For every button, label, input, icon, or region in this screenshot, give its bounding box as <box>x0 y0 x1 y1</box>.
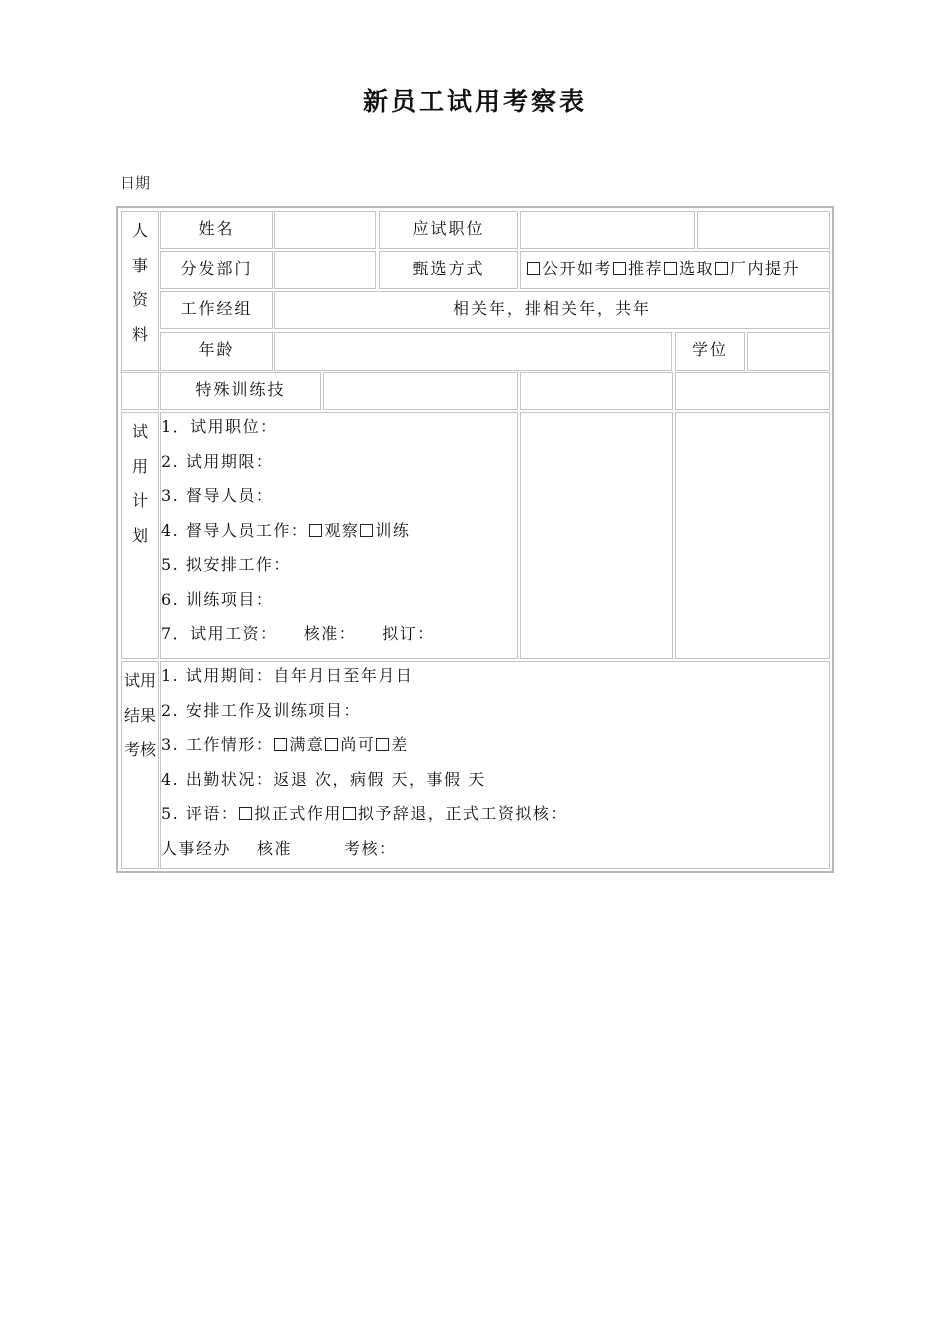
option-label: 满意 <box>289 735 325 754</box>
trial-plan-items <box>160 412 518 659</box>
checkbox[interactable] <box>613 262 626 275</box>
section-char: 料 <box>131 324 148 344</box>
work-experience-label: 工作经组 <box>160 291 273 329</box>
special-training-field[interactable] <box>675 372 830 410</box>
name-label: 姓名 <box>160 211 273 249</box>
trial-plan-item: 5. 拟安排工作： <box>161 555 291 574</box>
section-char: 划 <box>131 525 148 545</box>
checkbox[interactable] <box>274 738 287 751</box>
option-label: 推荐 <box>628 259 664 278</box>
trial-plan-item: 1．试用职位： <box>161 417 278 436</box>
checkbox[interactable] <box>309 524 322 537</box>
special-training-label: 特殊训练技 <box>160 372 321 410</box>
option-label: 差 <box>391 735 409 754</box>
trial-plan-item-salary: 7．试用工资： 核准： 拟订： <box>161 624 435 643</box>
checkbox[interactable] <box>325 738 338 751</box>
option-label: 拟正式作用 <box>254 804 342 823</box>
selection-method-label: 甄选方式 <box>379 251 518 289</box>
age-field[interactable] <box>274 332 672 371</box>
option-label: 厂内提升 <box>730 259 801 278</box>
option-label: 尚可 <box>340 735 376 754</box>
degree-field[interactable] <box>747 332 830 371</box>
section-line: 试用 <box>123 671 156 690</box>
trial-plan-item: 2. 试用期限： <box>161 451 274 471</box>
section-char: 计 <box>131 491 148 510</box>
sign-hr-label: 人事经办 <box>161 838 232 858</box>
section-char: 资 <box>131 290 148 309</box>
degree-label: 学位 <box>675 332 745 371</box>
trial-plan-item: 3. 督导人员： <box>161 486 274 505</box>
checkbox[interactable] <box>343 807 356 820</box>
trial-result-attendance: 4. 出勤状况：返退 次，病假 天，事假 天 <box>161 769 486 789</box>
checkbox[interactable] <box>360 524 373 537</box>
section-char: 用 <box>131 456 148 476</box>
option-label: 选取 <box>679 259 715 278</box>
checkbox[interactable] <box>664 262 677 275</box>
evaluation-form <box>116 206 834 873</box>
option-label: 观察 <box>324 520 360 540</box>
date-label: 日期 <box>120 174 151 192</box>
applied-position-field[interactable] <box>520 211 695 249</box>
age-label: 年龄 <box>160 332 273 371</box>
trial-plan-item: 6. 训练项目： <box>161 589 274 609</box>
special-training-field[interactable] <box>323 372 518 410</box>
trial-result-comment: 5. 评语： 拟正式作用 拟予辞退，正式工资拟核： <box>161 804 568 823</box>
trial-plan-field[interactable] <box>675 412 830 659</box>
checkbox[interactable] <box>715 262 728 275</box>
section-personnel-label <box>121 211 159 371</box>
sign-review-label: 考核： <box>344 838 397 858</box>
option-label: 公开如考 <box>542 259 613 278</box>
special-training-field[interactable] <box>520 372 673 410</box>
applied-position-extra-field[interactable] <box>697 211 830 249</box>
trial-result-work: 2. 安排工作及训练项目： <box>161 700 361 720</box>
section-char: 试 <box>131 422 148 441</box>
section-trial-plan-label <box>121 412 159 659</box>
checkbox[interactable] <box>239 807 252 820</box>
salary-draft-label: 拟订： <box>382 624 435 643</box>
sign-approve-label: 核准 <box>257 838 293 858</box>
section-char: 事 <box>131 255 148 275</box>
trial-plan-field[interactable] <box>520 412 673 659</box>
option-label: 训练 <box>375 520 411 540</box>
trial-result-performance: 3. 工作情形： 满意 尚可 差 <box>161 735 409 754</box>
checkbox[interactable] <box>376 738 389 751</box>
section-line: 结果 <box>123 705 156 725</box>
department-field[interactable] <box>274 251 376 289</box>
applied-position-label: 应试职位 <box>379 211 518 249</box>
trial-plan-item-supervisor-work: 4. 督导人员工作： 观察 训练 <box>161 520 411 540</box>
work-experience-value: 相关年，排相关年，共年 <box>274 291 830 329</box>
checkbox[interactable] <box>527 262 540 275</box>
selection-method-options <box>520 251 830 289</box>
section-char: 人 <box>131 221 148 240</box>
trial-result-items <box>160 661 830 869</box>
section-line: 考核 <box>123 740 156 759</box>
name-field[interactable] <box>274 211 376 249</box>
section-trial-result-label <box>121 661 159 869</box>
salary-approve-label: 核准： <box>303 624 357 643</box>
trial-result-signatures <box>161 835 829 870</box>
option-label: 拟予辞退 <box>357 804 428 823</box>
trial-result-period: 1. 试用期间：自年月日至年月日 <box>161 666 414 685</box>
page-title: 新员工试用考察表 <box>362 87 587 116</box>
blank-cell <box>121 372 159 410</box>
department-label: 分发部门 <box>160 251 273 289</box>
